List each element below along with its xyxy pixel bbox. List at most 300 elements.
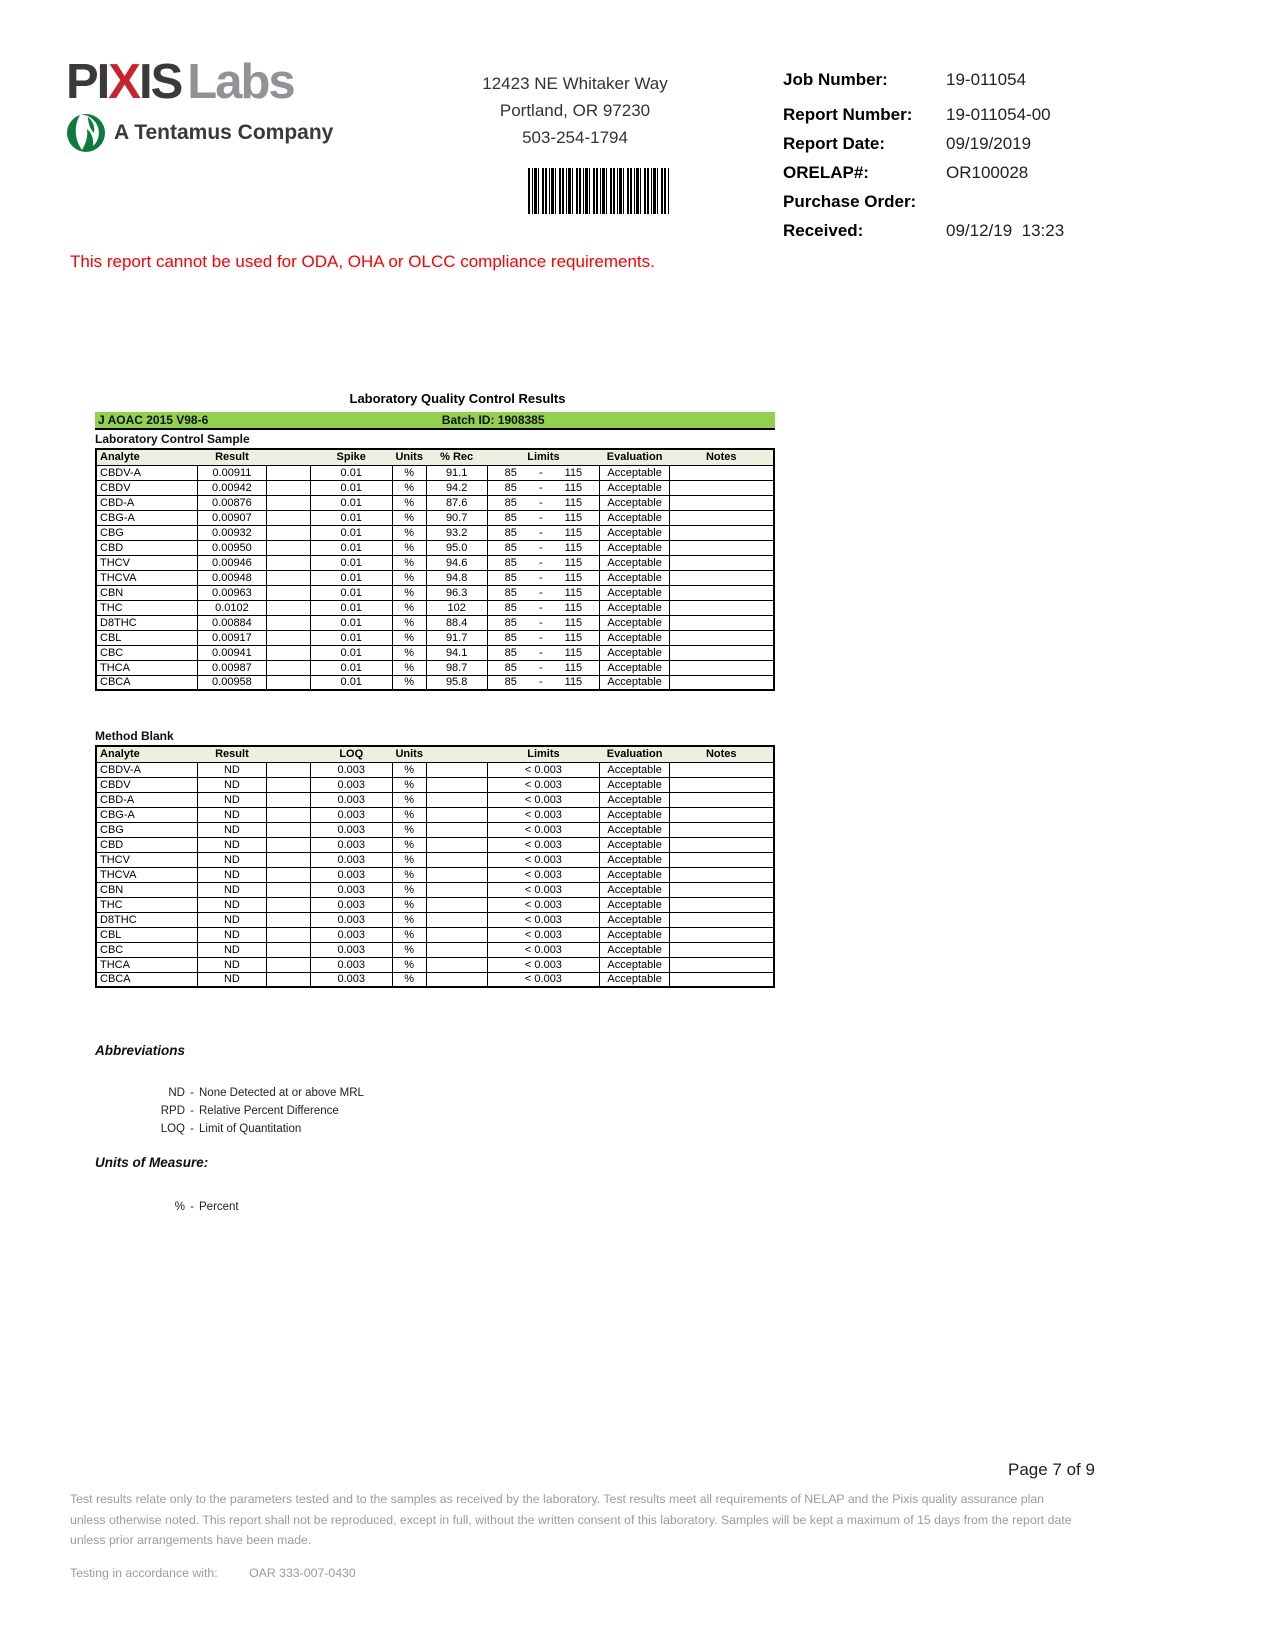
table-cell: 0.003	[310, 972, 392, 987]
table-cell: ND	[198, 912, 266, 927]
table-cell: < 0.003	[487, 762, 600, 777]
table-cell	[266, 882, 310, 897]
table-cell: 85 - 115	[487, 480, 600, 495]
table-cell	[266, 600, 310, 615]
table-cell: ND	[198, 867, 266, 882]
column-header: Result	[198, 449, 266, 465]
table-cell	[670, 762, 774, 777]
table-cell	[426, 837, 487, 852]
table-cell	[426, 957, 487, 972]
table-cell	[670, 675, 774, 690]
table-cell	[266, 942, 310, 957]
table-cell	[266, 927, 310, 942]
definition-row	[95, 1198, 239, 1216]
definition-text: RPD	[160, 1105, 185, 1117]
table-cell: %	[392, 555, 426, 570]
table-row	[96, 942, 774, 957]
qc-results-title: Laboratory Quality Control Results	[349, 391, 566, 406]
address-line-3: 503-254-1794	[522, 128, 628, 147]
received-value: 09/12/19 13:23	[946, 221, 1065, 240]
table-cell: ND	[198, 852, 266, 867]
logo-text-pi: PI	[66, 55, 109, 109]
table-cell	[426, 972, 487, 987]
table-cell	[266, 867, 310, 882]
table-cell: 0.003	[310, 852, 392, 867]
table-row	[96, 927, 774, 942]
table-cell: Acceptable	[600, 600, 670, 615]
table-cell: ND	[198, 822, 266, 837]
table-cell: 0.003	[310, 942, 392, 957]
table-cell: %	[392, 942, 426, 957]
table-cell: %	[392, 927, 426, 942]
table-cell	[670, 495, 774, 510]
table-cell: Acceptable	[600, 615, 670, 630]
table-cell: CBCA	[96, 972, 198, 987]
table-cell: Acceptable	[600, 792, 670, 807]
table-cell	[266, 972, 310, 987]
tagline-text: A Tentamus Company	[114, 121, 334, 144]
table-cell	[670, 957, 774, 972]
table-cell: Acceptable	[600, 912, 670, 927]
table-cell: ND	[198, 807, 266, 822]
table-cell: ND	[198, 777, 266, 792]
table-cell	[266, 762, 310, 777]
table-cell	[266, 525, 310, 540]
column-header: Analyte	[96, 449, 198, 465]
table-cell	[670, 615, 774, 630]
table-row	[96, 630, 774, 645]
table-cell: 93.2	[426, 525, 487, 540]
table-cell: 0.01	[310, 555, 392, 570]
table-cell: %	[392, 615, 426, 630]
table-cell	[670, 540, 774, 555]
table-cell	[670, 867, 774, 882]
table-cell	[266, 897, 310, 912]
table-cell: CBG	[96, 525, 198, 540]
table-cell	[266, 837, 310, 852]
table-row	[96, 540, 774, 555]
units-list	[95, 1198, 239, 1216]
table-cell: < 0.003	[487, 897, 600, 912]
table-cell: %	[392, 762, 426, 777]
table-cell: %	[392, 912, 426, 927]
table-cell: 0.003	[310, 807, 392, 822]
table-cell: < 0.003	[487, 867, 600, 882]
table-row	[96, 525, 774, 540]
table-cell: Acceptable	[600, 822, 670, 837]
table-cell: ND	[198, 972, 266, 987]
table-cell: 95.8	[426, 675, 487, 690]
table-cell: 0.00941	[198, 645, 266, 660]
job-info-row	[783, 163, 1203, 192]
table-cell: CBDV-A	[96, 465, 198, 480]
definition-text: %	[174, 1201, 185, 1213]
table-cell	[266, 792, 310, 807]
table-cell: 0.003	[310, 897, 392, 912]
definition-text: LOQ	[160, 1123, 185, 1135]
table-cell: Acceptable	[600, 777, 670, 792]
table-cell	[670, 480, 774, 495]
table-cell: 85 - 115	[487, 660, 600, 675]
table-row	[96, 660, 774, 675]
table-cell: %	[392, 792, 426, 807]
table-cell: 0.00942	[198, 480, 266, 495]
table-cell: 91.1	[426, 465, 487, 480]
table-cell: 0.003	[310, 912, 392, 927]
abbreviations-title: Abbreviations	[95, 1043, 186, 1058]
table-cell: CBD	[96, 837, 198, 852]
table-cell: %	[392, 882, 426, 897]
table-row	[96, 762, 774, 777]
table-cell: 0.00963	[198, 585, 266, 600]
address-line-1: 12423 NE Whitaker Way	[482, 74, 668, 93]
column-header: Evaluation	[600, 449, 670, 465]
table-cell: ND	[198, 792, 266, 807]
table-row	[96, 465, 774, 480]
table-header-row	[96, 746, 774, 762]
lab-address	[420, 70, 730, 151]
table-row	[96, 897, 774, 912]
table-cell: 0.01	[310, 615, 392, 630]
column-header: Limits	[487, 449, 600, 465]
table-cell: ND	[198, 762, 266, 777]
table-cell: %	[392, 480, 426, 495]
table-cell	[266, 957, 310, 972]
table-cell: < 0.003	[487, 882, 600, 897]
table-row	[96, 645, 774, 660]
table-cell	[266, 585, 310, 600]
qc-results-section	[95, 391, 775, 691]
table-cell	[670, 792, 774, 807]
table-cell: %	[392, 972, 426, 987]
table-cell: Acceptable	[600, 837, 670, 852]
table-cell: CBL	[96, 927, 198, 942]
column-header: Units	[392, 449, 426, 465]
table-cell: 0.00911	[198, 465, 266, 480]
table-cell	[266, 807, 310, 822]
definition-text: None Detected at or above MRL	[199, 1087, 364, 1099]
table-cell	[670, 630, 774, 645]
job-info-row	[783, 105, 1203, 134]
table-cell	[266, 480, 310, 495]
table-cell: 94.1	[426, 645, 487, 660]
table-cell	[266, 912, 310, 927]
table-cell	[670, 555, 774, 570]
table-cell	[670, 645, 774, 660]
table-cell	[426, 792, 487, 807]
table-cell: ND	[198, 957, 266, 972]
table-cell: %	[392, 807, 426, 822]
table-cell: < 0.003	[487, 837, 600, 852]
pixis-labs-logo	[66, 55, 334, 153]
table-cell: Acceptable	[600, 957, 670, 972]
table-cell	[670, 510, 774, 525]
report-date-value: 09/19/2019	[946, 134, 1032, 153]
table-cell: Acceptable	[600, 555, 670, 570]
table-cell: THCV	[96, 555, 198, 570]
table-row	[96, 570, 774, 585]
table-cell	[426, 852, 487, 867]
table-cell: ND	[198, 927, 266, 942]
orelap-label: ORELAP#:	[783, 163, 869, 182]
address-line-2: Portland, OR 97230	[499, 101, 651, 120]
table-cell: 0.00884	[198, 615, 266, 630]
table-cell: %	[392, 897, 426, 912]
table-row	[96, 777, 774, 792]
footer-disclaimer: Test results relate only to the parameters tested and to the samples as received by the laboratory. Test results meet all requirements of NELAP and the Pixis quality assurance plan unless otherwise noted. This report shall not be reproduced, except in full, without the written consent of this laboratory. Samples will be kept a maximum of 15 days from the report date unless prior arrangements have been made.	[70, 1492, 1072, 1547]
table-cell	[266, 465, 310, 480]
table-cell: 0.00917	[198, 630, 266, 645]
logo-wordmark	[66, 55, 333, 109]
table-cell: 85 - 115	[487, 570, 600, 585]
table-cell: %	[392, 660, 426, 675]
table-cell: Acceptable	[600, 882, 670, 897]
units-section	[95, 1155, 239, 1216]
table-cell: 0.01	[310, 630, 392, 645]
table-cell: 0.00907	[198, 510, 266, 525]
table-cell	[426, 807, 487, 822]
table-cell: 0.003	[310, 792, 392, 807]
table-cell	[670, 882, 774, 897]
column-header: Notes	[670, 449, 774, 465]
table-cell: 0.01	[310, 645, 392, 660]
lcs-table	[95, 448, 775, 691]
job-info-row	[783, 70, 1203, 99]
table-cell	[266, 660, 310, 675]
table-row	[96, 852, 774, 867]
table-cell	[266, 540, 310, 555]
logo-tagline	[66, 113, 333, 153]
column-header: Notes	[670, 746, 774, 762]
table-cell: Acceptable	[600, 807, 670, 822]
table-cell: 87.6	[426, 495, 487, 510]
table-cell: %	[392, 525, 426, 540]
table-cell	[426, 912, 487, 927]
table-cell	[426, 897, 487, 912]
table-cell: CBDV	[96, 480, 198, 495]
column-header: % Rec	[426, 449, 487, 465]
table-cell: CBC	[96, 645, 198, 660]
table-cell: ND	[198, 882, 266, 897]
table-cell: Acceptable	[600, 480, 670, 495]
table-cell: %	[392, 837, 426, 852]
column-header: Limits	[487, 746, 600, 762]
table-cell: 0.003	[310, 762, 392, 777]
table-cell	[266, 615, 310, 630]
table-row	[96, 600, 774, 615]
table-cell: Acceptable	[600, 660, 670, 675]
table-cell: CBN	[96, 585, 198, 600]
testing-value: OAR 333-007-0430	[249, 1566, 356, 1580]
definition-row	[95, 1084, 364, 1102]
table-cell: %	[392, 510, 426, 525]
table-cell: THC	[96, 897, 198, 912]
table-cell	[670, 927, 774, 942]
table-cell: CBC	[96, 942, 198, 957]
table-cell	[266, 495, 310, 510]
table-cell: 91.7	[426, 630, 487, 645]
table-cell: D8THC	[96, 615, 198, 630]
table-cell: %	[392, 495, 426, 510]
table-cell: 0.003	[310, 822, 392, 837]
batch-id: Batch ID: 1908385	[441, 413, 545, 427]
job-info-row	[783, 221, 1203, 250]
table-row	[96, 837, 774, 852]
table-cell	[266, 645, 310, 660]
table-row	[96, 807, 774, 822]
table-cell: 85 - 115	[487, 465, 600, 480]
table-cell: Acceptable	[600, 570, 670, 585]
table-cell: < 0.003	[487, 852, 600, 867]
table-cell: THCVA	[96, 867, 198, 882]
table-cell: 102	[426, 600, 487, 615]
table-cell: 0.00958	[198, 675, 266, 690]
column-header: Units	[392, 746, 426, 762]
table-cell: < 0.003	[487, 777, 600, 792]
column-header: Spike	[310, 449, 392, 465]
definition-row	[95, 1120, 364, 1138]
table-cell: %	[392, 630, 426, 645]
method-blank-section	[95, 727, 775, 988]
table-cell	[266, 822, 310, 837]
table-cell: 94.8	[426, 570, 487, 585]
table-cell: < 0.003	[487, 927, 600, 942]
table-cell: 0.01	[310, 675, 392, 690]
column-header: Result	[198, 746, 266, 762]
table-cell	[670, 465, 774, 480]
table-cell: 85 - 115	[487, 600, 600, 615]
table-cell: THC	[96, 600, 198, 615]
table-cell: %	[392, 675, 426, 690]
testing-label: Testing in accordance with:	[70, 1566, 218, 1580]
table-cell	[670, 585, 774, 600]
tentamus-leaf-icon	[66, 113, 106, 153]
table-cell: CBCA	[96, 675, 198, 690]
table-cell: 0.00932	[198, 525, 266, 540]
column-header: LOQ	[310, 746, 392, 762]
table-cell: 0.00987	[198, 660, 266, 675]
job-info-row	[783, 192, 1203, 221]
table-cell	[426, 927, 487, 942]
table-cell: 90.7	[426, 510, 487, 525]
table-cell: 0.00948	[198, 570, 266, 585]
barcode	[528, 168, 670, 214]
report-number-value: 19-011054-00	[946, 105, 1051, 124]
table-row	[96, 615, 774, 630]
table-cell: %	[392, 585, 426, 600]
table-cell: ND	[198, 942, 266, 957]
table-cell: < 0.003	[487, 792, 600, 807]
method-blank-table	[95, 745, 775, 988]
table-cell: 96.3	[426, 585, 487, 600]
table-cell: 0.01	[310, 540, 392, 555]
table-row	[96, 510, 774, 525]
table-cell: < 0.003	[487, 912, 600, 927]
table-cell: THCA	[96, 660, 198, 675]
table-cell: Acceptable	[600, 972, 670, 987]
table-row	[96, 675, 774, 690]
table-cell: 0.003	[310, 927, 392, 942]
table-cell: 85 - 115	[487, 615, 600, 630]
table-cell	[670, 600, 774, 615]
table-cell: < 0.003	[487, 942, 600, 957]
definition-text: -	[190, 1087, 194, 1099]
table-cell: 85 - 115	[487, 645, 600, 660]
column-header	[426, 746, 487, 762]
table-cell: 0.00946	[198, 555, 266, 570]
table-cell	[426, 777, 487, 792]
definition-text: -	[190, 1105, 194, 1117]
table-cell: CBG	[96, 822, 198, 837]
table-row	[96, 882, 774, 897]
table-cell	[426, 867, 487, 882]
table-cell	[670, 570, 774, 585]
table-cell	[266, 555, 310, 570]
table-cell: 88.4	[426, 615, 487, 630]
table-cell	[266, 675, 310, 690]
table-cell: %	[392, 600, 426, 615]
table-cell: 0.01	[310, 495, 392, 510]
table-cell: Acceptable	[600, 897, 670, 912]
logo-text-x: X	[108, 55, 139, 109]
table-cell: 85 - 115	[487, 555, 600, 570]
table-cell	[266, 852, 310, 867]
table-cell: 0.003	[310, 777, 392, 792]
table-row	[96, 495, 774, 510]
table-cell: 85 - 115	[487, 585, 600, 600]
table-cell: %	[392, 465, 426, 480]
table-cell: Acceptable	[600, 630, 670, 645]
table-cell	[670, 777, 774, 792]
table-cell: CBD-A	[96, 792, 198, 807]
table-cell	[266, 777, 310, 792]
table-row	[96, 480, 774, 495]
table-cell	[670, 852, 774, 867]
table-cell: %	[392, 540, 426, 555]
table-cell: Acceptable	[600, 645, 670, 660]
table-cell: Acceptable	[600, 675, 670, 690]
table-cell: THCVA	[96, 570, 198, 585]
column-header	[266, 449, 310, 465]
table-cell	[266, 510, 310, 525]
table-cell: CBG-A	[96, 807, 198, 822]
table-cell	[426, 762, 487, 777]
table-cell	[670, 837, 774, 852]
table-cell: CBD	[96, 540, 198, 555]
table-cell: D8THC	[96, 912, 198, 927]
logo-text-is: IS	[138, 55, 182, 109]
table-cell: 0.01	[310, 600, 392, 615]
table-cell	[670, 525, 774, 540]
column-header	[266, 746, 310, 762]
column-header: Analyte	[96, 746, 198, 762]
table-header-row	[96, 449, 774, 465]
received-label: Received:	[783, 221, 864, 240]
table-cell: Acceptable	[600, 465, 670, 480]
table-cell: 95.0	[426, 540, 487, 555]
table-cell: CBN	[96, 882, 198, 897]
table-cell: Acceptable	[600, 585, 670, 600]
table-cell	[266, 570, 310, 585]
table-cell: %	[392, 822, 426, 837]
table-cell	[670, 942, 774, 957]
table-cell: %	[392, 957, 426, 972]
table-cell	[426, 882, 487, 897]
testing-accordance-line	[70, 1566, 356, 1580]
page-number: Page 7 of 9	[1008, 1460, 1095, 1479]
table-cell: CBDV	[96, 777, 198, 792]
table-cell: CBD-A	[96, 495, 198, 510]
